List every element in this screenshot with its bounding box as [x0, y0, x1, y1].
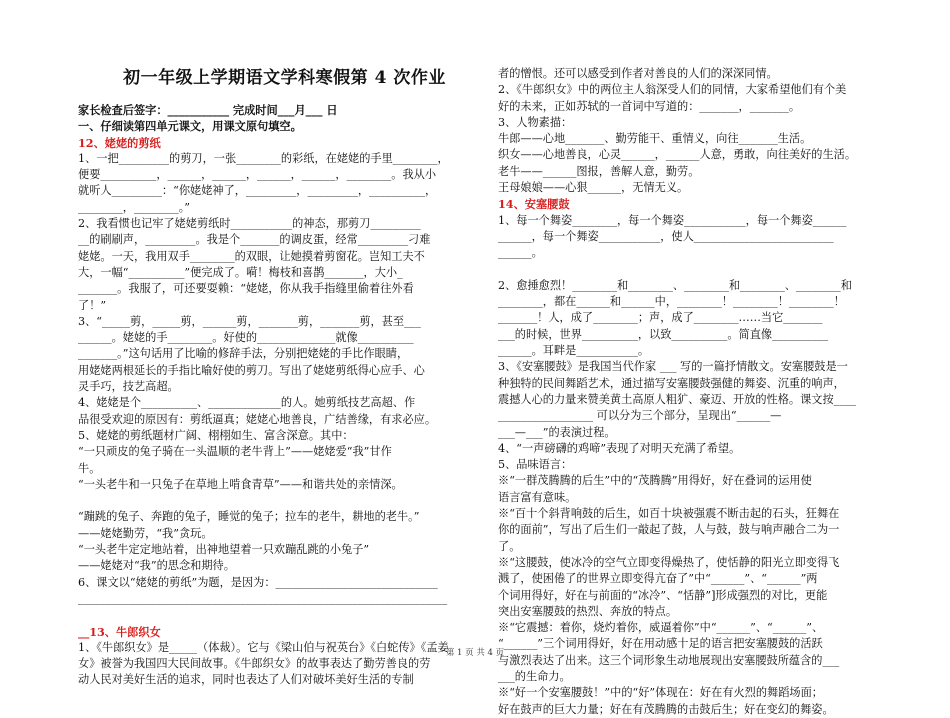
right-text-line: 3、人物素描：	[498, 115, 573, 129]
left-text-line: ——姥姥对“我”的思念和期待。	[78, 559, 235, 573]
left-text-line: 1、一把_________的剪刀，一张________的彩纸，在姥姥的手里________，	[78, 151, 449, 165]
page-footer: 第 1 页 共 4 页	[445, 648, 505, 658]
right-body	[498, 66, 902, 718]
left-text-line: 3、“_____剪，_____剪，______剪，_______剪，_______剪，甚至___	[78, 314, 421, 328]
right-text-line: ※“一群茂腾腾的后生”中的“茂腾腾”用得好，好在叠词的运用使	[498, 474, 812, 488]
left-section-heading: __13、牛郎织女	[78, 624, 161, 639]
right-text-line: 了。	[498, 539, 521, 553]
right-text-line: 溅了，使困倦了的世界立即变得亢奋了”中“______”、“______”两	[498, 572, 818, 586]
right-text-line: 语言富有意味。	[498, 490, 577, 504]
right-text-line: ___的时候，世界__________，以致__________。简直像__________	[498, 327, 829, 341]
right-text-line: 3、《安塞腰鼓》是我国当代作家 ___ 写的一篇抒情散文。安塞腰鼓是一	[498, 360, 848, 374]
right-text-line: 5、品味语言：	[498, 458, 573, 472]
left-text-line: “蹦跳的兔子、奔跑的兔子，睡觉的兔子；拉车的老牛，耕地的老牛。”	[78, 510, 420, 524]
left-text-line: 了！”	[78, 298, 107, 312]
right-text-line: 1、每一个舞姿________，每一个舞姿___________，每一个舞姿______	[498, 213, 847, 227]
right-text-line: ※“这腰鼓，使冰冷的空气立即变得燥热了，使恬静的阳光立即变得飞	[498, 555, 840, 569]
left-body	[78, 135, 481, 689]
left-text-line: 用姥姥两根延长的手指比喻好使的剪刀。写出了姥姥剪纸得心应手、心	[78, 363, 425, 377]
right-text-line: 老牛——______图报，善解人意，勤劳。	[498, 164, 700, 178]
left-text-line: 动人民对美好生活的追求，同时也表达了人们对破坏美好生活的专制	[78, 673, 414, 687]
right-text-line: ___—___”的表演过程。	[498, 425, 616, 439]
right-text-line: 2、愈捶愈烈！________和________、________和________、________和	[498, 278, 852, 292]
left-text-line: 4、姥姥是个__________、_____________的人。她剪纸技艺高超、作	[78, 396, 416, 410]
right-text-line: _______！人，成了________；声，成了________……当它_______	[498, 311, 823, 325]
left-text-line: 大，一幅“__________”便完成了。嗬！梅枝和喜鹊_______，大小_	[78, 265, 403, 279]
right-text-line: 突出安塞腰鼓的热烈、奔放的特点。	[498, 604, 678, 618]
left-text-line: 牛。	[78, 461, 101, 475]
left-text-line: “一头老牛定定地站着，出神地望着一只欢蹦乱跳的小兔子”	[78, 543, 370, 557]
left-text-line: ______。姥姥的手________。好使的______________就像__________	[78, 331, 414, 345]
right-text-line: 与激烈表达了出来。这三个词形象生动地展现出安塞腰鼓所蕴含的___	[498, 653, 840, 667]
right-text-line: ※“好一个安塞腰鼓！”中的“好”体现在：好在有火烈的舞蹈场面；	[498, 686, 823, 700]
parent-signature-line: 家长检查后签字：___________ 完成时间___月___ 日	[78, 103, 338, 117]
right-text-line: 2、《牛郎织女》中的两位主人翁深受人们的同情，大家希望他们有个美	[498, 83, 847, 97]
part-one-heading: 一、仔细读第四单元课文，用课文原句填空。	[78, 119, 302, 134]
left-text-line	[78, 493, 481, 509]
left-text-line: 6、课文以“姥姥的剪纸”为题，是因为：_____________________________	[78, 575, 438, 589]
left-text-line: ________，________。”	[78, 200, 190, 214]
right-text-line: _________________ 可以分为三个部分，呈现出“______—	[498, 409, 782, 423]
right-text-line: ______。	[498, 246, 543, 260]
right-text-line: ___的生命力。	[498, 669, 571, 683]
right-text-line: 好在鼓声的巨大力量；好在有茂腾腾的击鼓后生；好在变幻的舞姿。	[498, 702, 834, 716]
right-text-line: ________，都在______和______中，________！________！________！	[498, 295, 845, 309]
right-text-line: ※“它震撼：着你，烧灼着你，威逼着你”中“______”、“______”、	[498, 621, 824, 635]
left-text-line: __的刷刷声，_________。我是个_______的调皮蛋，经常_________刁难	[78, 233, 431, 247]
left-text-line: 女》被誉为我国四大民间故事。《牛郎织女》的故事表达了勤劳善良的劳	[78, 657, 431, 671]
right-text-line: 4、“一声磅礴的鸡啼”表现了对明天充满了希望。	[498, 441, 741, 455]
right-text-line: “______”三个词用得好，好在用动感十足的语言把安塞腰鼓的活跃	[498, 637, 823, 651]
left-text-line	[78, 607, 481, 623]
right-text-line: 种独特的民间舞蹈艺术，通过描写安塞腰鼓强健的舞姿、沉重的响声，	[498, 376, 845, 390]
left-text-line: 灵手巧，技艺高超。	[78, 380, 179, 394]
right-text-line: 王母娘娘——心狠______，无情无义。	[498, 181, 689, 195]
right-text-line: ______，每一个舞姿___________，使人_________________________	[498, 229, 834, 243]
right-text-line: 个词用得好，好在与前面的“冰冷”、“恬静”]形成强烈的对比，更能	[498, 588, 828, 602]
right-text-line: ※“百十个斜背响鼓的后生，如百十块被强震不断击起的石头，狂舞在	[498, 507, 840, 521]
left-text-line: “一头老牛和一只兔子在草地上啃食青草”——和谐共处的亲情深。	[78, 477, 403, 491]
left-text-line: “一只顽皮的兔子骑在一头温顺的老牛背上”——姥姥爱“我”甘作	[78, 445, 392, 459]
right-text-line: 牛郎——心地_______、勤劳能干、重情义，向往_______生活。	[498, 132, 812, 146]
right-text-line: 你的面前”，写出了后生们一敲起了鼓，人与鼓，鼓与响声融合二为一	[498, 523, 840, 537]
left-text-line: 就听人_________：“你姥姥神了，_________，_________，__________，	[78, 184, 437, 198]
left-text-line: _______。我服了，可还要耍赖：“姥姥，你从我手指缝里偷着往外看	[78, 282, 414, 296]
left-text-line: ——姥姥勤劳，“我”贪玩。	[78, 526, 213, 540]
right-text-line: 震撼人心的力量来赞美黄土高原人粗犷、豪迈、开放的性格。课文按____	[498, 392, 857, 406]
right-section-heading: 14、安塞腰鼓	[498, 197, 570, 212]
left-text-line: 姥姥。一天，我用双手________的双眼，让她摸着剪窗花。岂知工夫不	[78, 249, 425, 263]
left-column	[78, 68, 481, 689]
right-text-line: 者的憎恨。还可以感受到作者对善良的人们的深深同情。	[498, 67, 778, 80]
page-title: 初一年级上学期语文学科寒假第 4 次作业	[123, 68, 446, 88]
right-text-line: 好的未来，正如苏轼的一首词中写道的：_______，_______。	[498, 99, 801, 113]
right-text-line: ______。耳畔是___________。	[498, 344, 650, 358]
left-text-line: 便要__________，______，______，______，______，________。我从小	[78, 168, 437, 182]
left-text-line: 1、《牛郎织女》是_____（体裁）。它与《梁山伯与祝英台》《白蛇传》《孟姜	[78, 640, 449, 654]
left-text-line: 5、姥姥的剪纸题材广阔、栩栩如生、富含深意。其中：	[78, 428, 354, 442]
left-text-line: 品很受欢迎的原因有：剪纸逼真；姥姥心地善良，广结善缘，有求必应。	[78, 412, 437, 426]
left-text-line: _______。”这句话用了比喻的修辞手法，分别把姥姥的手比作眼睛，	[78, 347, 409, 361]
right-column	[498, 66, 902, 718]
left-text-line: 2、我看惯也记牢了姥姥剪纸时___________的神态，那剪刀_________	[78, 217, 421, 231]
right-text-line	[498, 262, 902, 278]
right-text-line: 织女——心地善良，心灵______，______人意，勇敢，向往美好的生活。	[498, 148, 857, 162]
left-section-heading: 12、姥姥的剪纸	[78, 135, 161, 150]
left-text-line: __________________________________________________________________	[78, 591, 448, 605]
